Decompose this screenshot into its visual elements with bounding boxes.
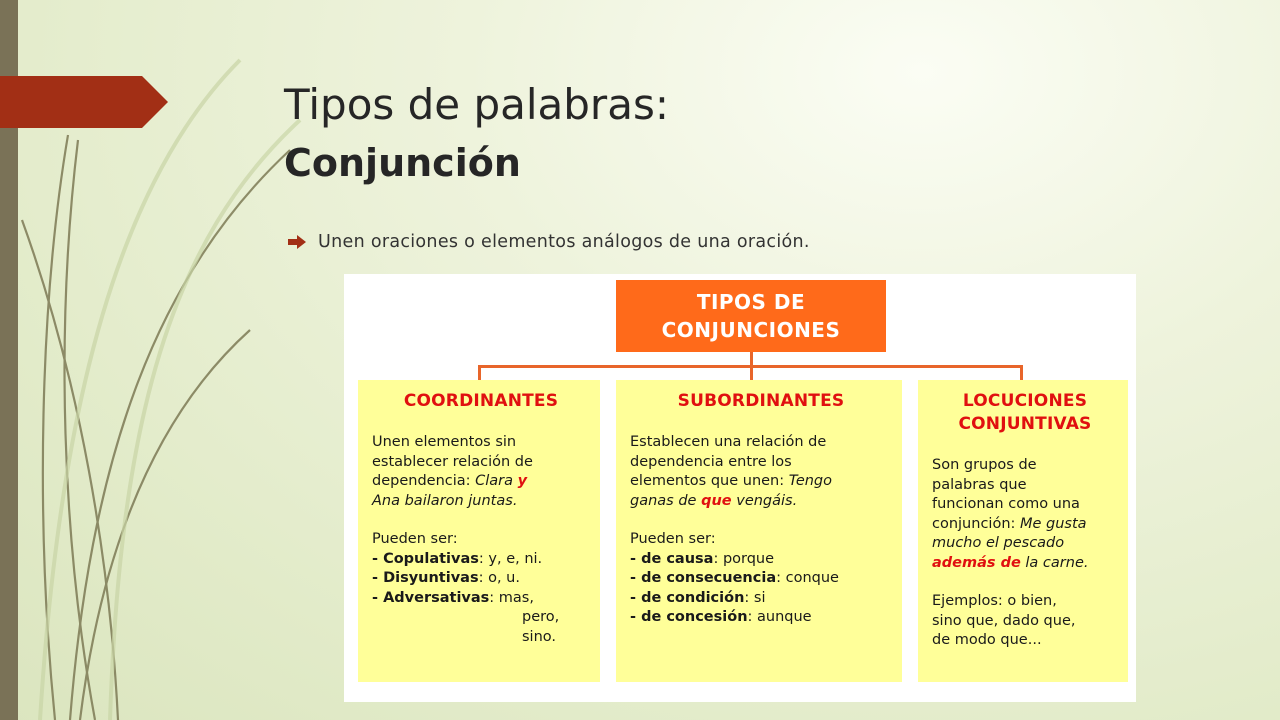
- description-text: elementos que unen:: [630, 473, 789, 489]
- column-subordinantes: [616, 380, 902, 682]
- examples-line: de modo que...: [932, 632, 1042, 648]
- example-text: Clara: [475, 473, 518, 489]
- type-item: [372, 589, 590, 609]
- type-name: - Copulativas: [372, 550, 479, 567]
- type-values: : y, e, ni.: [478, 550, 543, 567]
- examples-line: sino que, dado que,: [932, 612, 1076, 629]
- type-extra: pero,: [522, 609, 560, 625]
- type-item: [630, 589, 892, 609]
- type-values: : conque: [776, 570, 839, 586]
- column-header: SUBORDINANTES: [677, 391, 845, 411]
- highlighted-conjunction: además de: [932, 554, 1021, 571]
- description-line: establecer relación de: [372, 453, 533, 470]
- title-accent-flag: [0, 76, 168, 128]
- conjunction-types-diagram: [344, 274, 1136, 702]
- column-locuciones: [918, 380, 1128, 682]
- type-name: - Disyuntivas: [372, 570, 479, 586]
- connector-stem: [750, 352, 753, 366]
- connector-right: [1020, 365, 1023, 381]
- bullet-text: Unen oraciones o elementos análogos de una oración.: [318, 232, 810, 252]
- type-item: [372, 550, 590, 570]
- type-values: : si: [744, 589, 766, 606]
- type-values: : porque: [713, 550, 775, 567]
- examples-line: Ejemplos: o bien,: [932, 593, 1057, 609]
- type-extra: sino.: [522, 628, 556, 645]
- types-intro: Pueden ser:: [372, 531, 458, 547]
- example-text: Ana bailaron juntas.: [372, 492, 518, 509]
- example-end: vengáis: [731, 492, 793, 509]
- description-line: dependencia entre los: [630, 453, 792, 470]
- description-line: Son grupos de: [932, 457, 1037, 473]
- types-intro: Pueden ser:: [630, 531, 716, 547]
- type-name: - de causa: [630, 550, 714, 567]
- example-text: Tengo: [788, 473, 833, 489]
- type-name: - de condición: [630, 589, 745, 606]
- bullet-item: [288, 232, 810, 252]
- type-values: : aunque: [747, 609, 812, 625]
- connector-left: [478, 365, 481, 381]
- slide-title: [284, 76, 669, 192]
- type-item: [372, 569, 590, 589]
- type-values: : mas,: [489, 589, 534, 606]
- type-item: [630, 569, 892, 589]
- column-header: COORDINANTES: [403, 391, 559, 411]
- description-line: funcionan como una: [932, 496, 1080, 512]
- description-line: [932, 515, 1118, 535]
- example-text: además de la carne.: [932, 554, 1089, 571]
- description-text: dependencia:: [372, 473, 476, 489]
- type-name: - de concesión: [630, 609, 748, 625]
- arrow-bullet-icon: [288, 235, 306, 249]
- example-text: Me gusta: [1020, 515, 1087, 532]
- example-end: Ana bailaron juntas: [372, 492, 513, 509]
- root-node: TIPOS DE CONJUNCIONES: [616, 280, 886, 352]
- description-text: conjunción:: [932, 515, 1020, 532]
- type-item: [630, 608, 892, 628]
- highlighted-conjunction: y: [517, 473, 528, 489]
- title-line1: Tipos de palabras:: [284, 80, 669, 129]
- title-line2: Conjunción: [284, 141, 521, 185]
- description-line: Establecen una relación de: [630, 434, 827, 450]
- column-header: LOCUCIONES CONJUNTIVAS: [958, 391, 1092, 434]
- column-coordinantes: [358, 380, 600, 682]
- description-line: palabras que: [932, 476, 1027, 493]
- connector-middle: [750, 365, 753, 381]
- description-line: [372, 472, 590, 492]
- highlighted-conjunction: que: [701, 492, 732, 509]
- type-item: [630, 550, 892, 570]
- example-middle: ganas de: [630, 492, 702, 509]
- type-name: - Adversativas: [372, 589, 490, 606]
- description-line: Unen elementos sin: [372, 434, 517, 450]
- example-text: mucho el pescado: [932, 535, 1065, 551]
- description-line: [630, 472, 892, 492]
- example-end: la carne: [1020, 554, 1084, 571]
- type-values: : o, u.: [478, 570, 520, 586]
- type-name: - de consecuencia: [630, 570, 777, 586]
- example-text: ganas de que vengáis.: [630, 492, 798, 509]
